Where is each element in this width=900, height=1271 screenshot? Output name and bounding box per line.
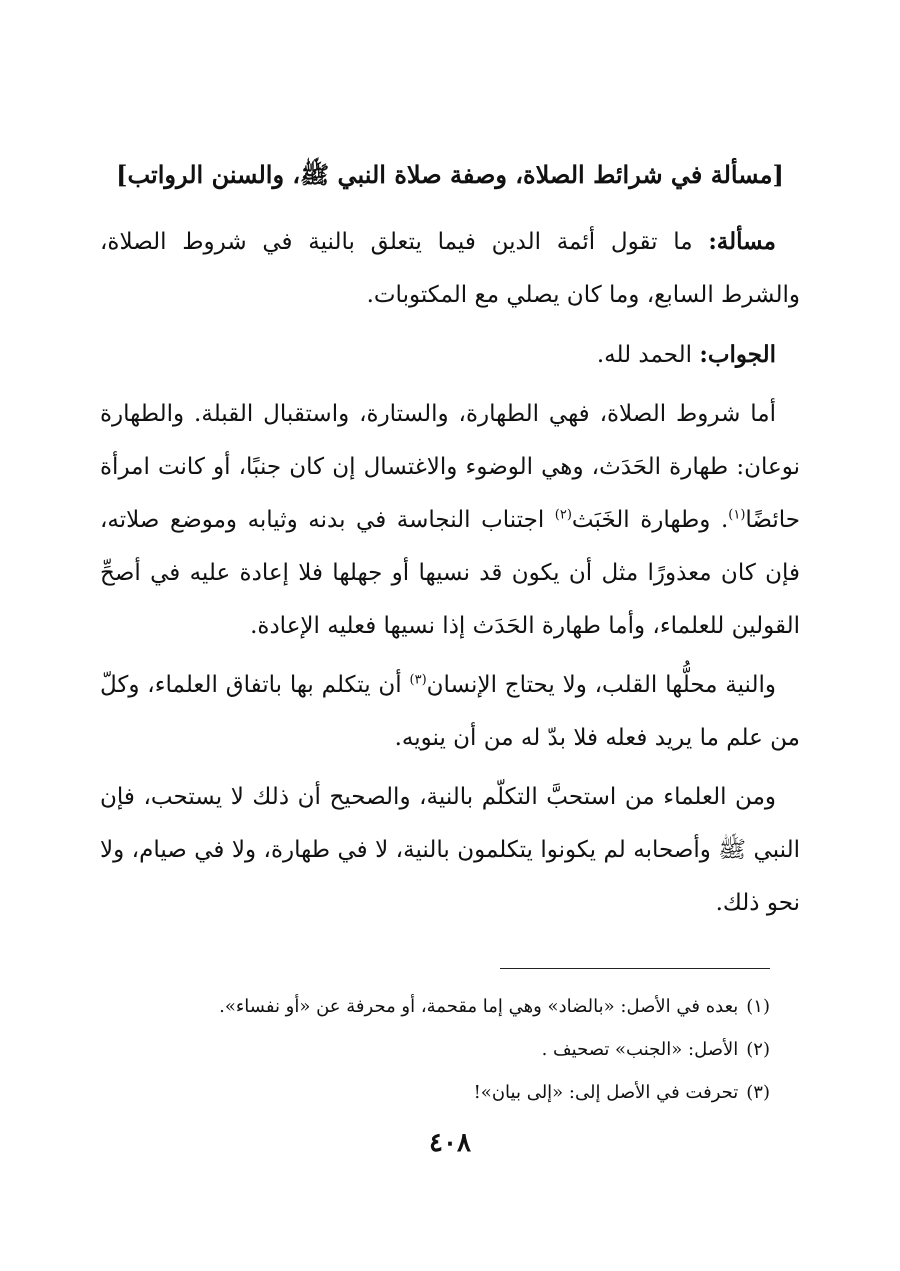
paragraph-verbal-intention: ومن العلماء من استحبَّ التكلّم بالنية، والصحيح أن ذلك لا يستحب، فإن النبي ﷺ وأصحابه لم يكونوا يتكلمون بالنية، لا في طهارة، ولا في صيام، ولا نحو ذلك. bbox=[100, 784, 800, 916]
footnote-separator bbox=[500, 968, 770, 969]
paragraph-purity-part2: . وطهارة الخَبَث bbox=[571, 507, 729, 533]
footnote-ref-1: (١) bbox=[728, 507, 746, 523]
answer-paragraph bbox=[100, 328, 800, 382]
footnote-text: الأصل: «الجنب» تصحيف . bbox=[541, 1039, 739, 1060]
paragraph-purity bbox=[100, 388, 800, 653]
footnote-text: بعده في الأصل: «بالضاد» وهي إما مقحمة، أو محرفة عن «أو نفساء». bbox=[219, 996, 739, 1017]
footnote-text: تحرفت في الأصل إلى: «إلى بيان»! bbox=[473, 1082, 739, 1103]
body-text bbox=[100, 215, 800, 936]
question-text: ما تقول أئمة الدين فيما يتعلق بالنية في شروط الصلاة، والشرط السابع، وما كان يصلي مع المكتوبات. bbox=[100, 229, 800, 308]
footnote bbox=[100, 1071, 770, 1114]
answer-label: الجواب: bbox=[699, 341, 776, 368]
footnote-ref-3: (٣) bbox=[409, 672, 427, 688]
page-number: ٤٠٨ bbox=[429, 1128, 471, 1158]
footnote-number: (١) bbox=[746, 996, 770, 1017]
paragraph-purity-part1: أما شروط الصلاة، فهي الطهارة، والستارة، واستقبال القبلة. والطهارة نوعان: طهارة الحَدَث، وهي الوضوء والاغتسال إن كان جنبًا، أو كانت امرأة حائضًا bbox=[100, 401, 800, 533]
paragraph-intention-part2: أن يتكلم بها باتفاق العلماء، وكلّ من علم ما يريد فعله فلا بدّ له من أن ينويه. bbox=[100, 672, 800, 751]
footnotes bbox=[100, 985, 770, 1114]
paragraph-purity-part3: اجتناب النجاسة في بدنه وثيابه وموضع صلاته، فإن كان معذورًا مثل أن يكون قد نسيها أو جهلها فلا إعادة عليه في أصحِّ القولين للعلماء، وأما طهارة الحَدَث إذا نسيها فعليه الإعادة. bbox=[100, 507, 800, 639]
footnote-ref-2: (٢) bbox=[554, 507, 572, 523]
footnote-number: (٣) bbox=[746, 1082, 770, 1103]
question-label: مسألة: bbox=[708, 228, 776, 255]
footnote bbox=[100, 1028, 770, 1071]
question-paragraph bbox=[100, 215, 800, 322]
paragraph-intention-part1: والنية محلُّها القلب، ولا يحتاج الإنسان bbox=[426, 672, 777, 698]
footnote-number: (٢) bbox=[746, 1039, 770, 1060]
footnote bbox=[100, 985, 770, 1028]
answer-text: الحمد لله. bbox=[596, 342, 700, 368]
section-heading: [مسألة في شرائط الصلاة، وصفة صلاة النبي ﷺ، والسنن الرواتب] bbox=[116, 160, 784, 189]
paragraph-intention bbox=[100, 659, 800, 765]
